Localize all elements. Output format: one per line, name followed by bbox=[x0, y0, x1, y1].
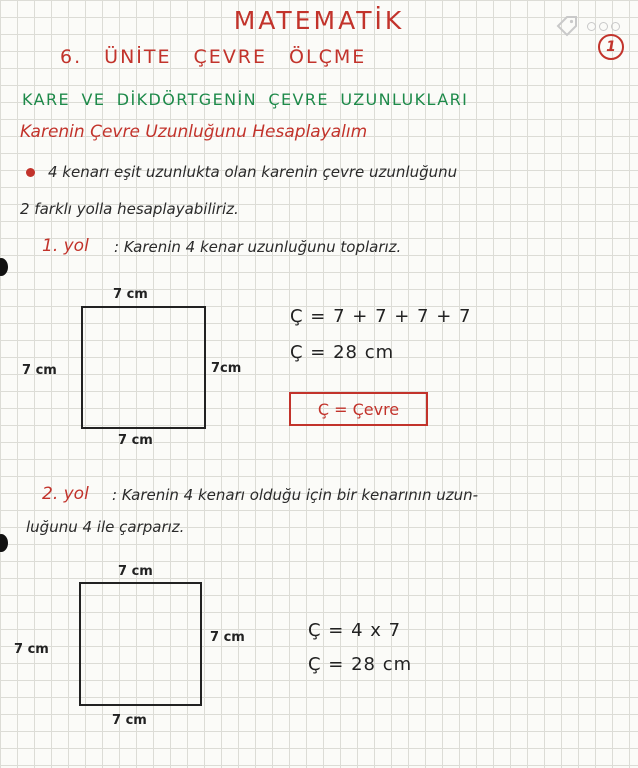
definition-box: Ç = Çevre bbox=[289, 392, 428, 426]
square-2 bbox=[79, 582, 202, 706]
way2-text: : Karenin 4 kenarı olduğu için bir kenarının uzun- bbox=[112, 486, 479, 504]
way1-text: : Karenin 4 kenar uzunluğunu toplarız. bbox=[114, 238, 402, 256]
corner-toolbar bbox=[555, 14, 620, 38]
way1-formula-2: Ç = 28 cm bbox=[290, 342, 395, 363]
page-title: MATEMATİK bbox=[233, 6, 405, 35]
way2-text-2: luğunu 4 ile çarparız. bbox=[26, 518, 185, 536]
page-number: 1 bbox=[598, 34, 624, 60]
square1-right-label: 7cm bbox=[211, 361, 242, 376]
more-dots-icon[interactable] bbox=[587, 14, 620, 38]
unit-title: 6. ÜNİTE ÇEVRE ÖLÇME bbox=[60, 46, 367, 68]
square1-left-label: 7 cm bbox=[22, 363, 57, 378]
square1-bottom-label: 7 cm bbox=[118, 433, 153, 448]
square2-left-label: 7 cm bbox=[14, 642, 49, 657]
way2-label: 2. yol bbox=[42, 484, 89, 504]
square1-top-label: 7 cm bbox=[113, 287, 148, 302]
binder-hole bbox=[0, 534, 8, 552]
square-1 bbox=[81, 306, 206, 429]
section-subheading: Karenin Çevre Uzunluğunu Hesaplayalım bbox=[20, 122, 368, 142]
intro-line-2: 2 farklı yolla hesaplayabiliriz. bbox=[20, 200, 239, 218]
way2-formula-2: Ç = 28 cm bbox=[308, 654, 413, 675]
binder-hole bbox=[0, 258, 8, 276]
bullet-dot bbox=[26, 168, 35, 177]
way2-formula-1: Ç = 4 x 7 bbox=[308, 620, 402, 641]
square2-bottom-label: 7 cm bbox=[112, 713, 147, 728]
intro-line-1: 4 kenarı eşit uzunlukta olan karenin çevre uzunluğunu bbox=[48, 163, 458, 181]
section-heading: KARE VE DİKDÖRTGENİN ÇEVRE UZUNLUKLARI bbox=[22, 90, 469, 109]
square2-top-label: 7 cm bbox=[118, 564, 153, 579]
way1-formula-1: Ç = 7 + 7 + 7 + 7 bbox=[290, 306, 472, 327]
square2-right-label: 7 cm bbox=[210, 630, 245, 645]
way1-label: 1. yol bbox=[42, 236, 89, 256]
tag-icon[interactable] bbox=[555, 14, 579, 38]
